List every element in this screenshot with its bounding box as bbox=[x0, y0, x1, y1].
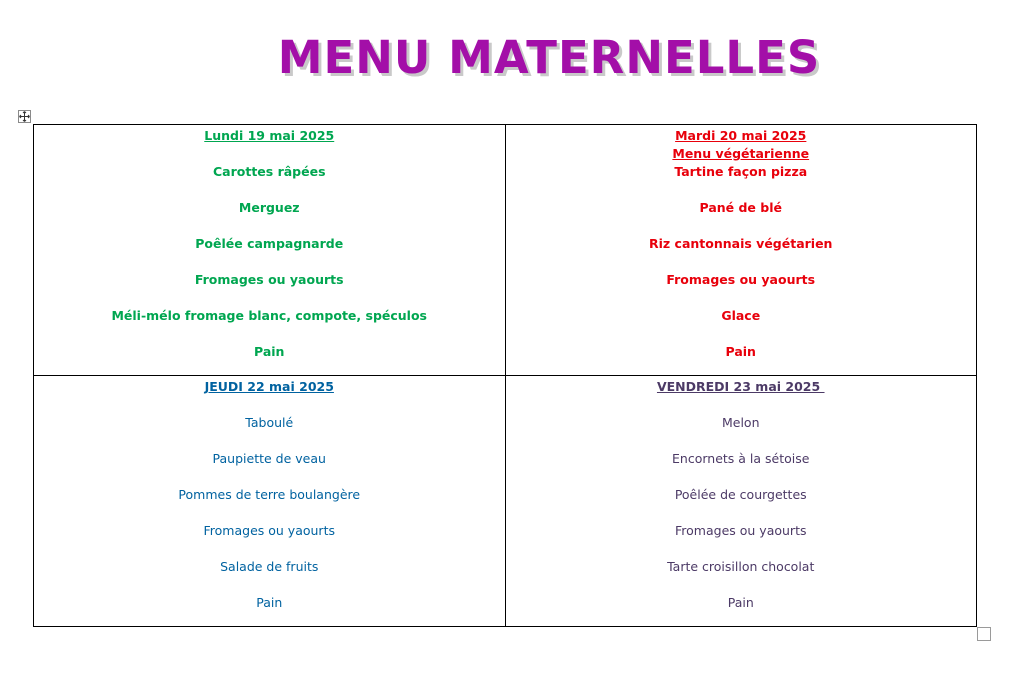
menu-item: Tarte croisillon chocolat bbox=[667, 559, 815, 574]
menu-item: Tartine façon pizza bbox=[674, 164, 808, 179]
menu-item: Poêlée de courgettes bbox=[674, 487, 807, 502]
day-heading: Lundi 19 mai 2025 bbox=[204, 128, 335, 143]
menu-item: Encornets à la sétoise bbox=[672, 451, 810, 466]
menu-item: Merguez bbox=[238, 200, 300, 215]
menu-item: Méli-mélo fromage blanc, compote, spéculos bbox=[111, 308, 427, 323]
menu-item: Pain bbox=[254, 344, 285, 359]
menu-item: Pain bbox=[727, 595, 754, 610]
day-heading: JEUDI 22 mai 2025 bbox=[204, 379, 334, 394]
table-resize-handle[interactable] bbox=[977, 627, 991, 641]
menu-item: Fromages ou yaourts bbox=[675, 523, 807, 538]
menu-item: Salade de fruits bbox=[220, 559, 319, 574]
move-arrows-icon bbox=[19, 111, 30, 122]
table-row bbox=[34, 376, 977, 627]
menu-item: Pommes de terre boulangère bbox=[178, 487, 361, 502]
menu-item: Melon bbox=[721, 415, 760, 430]
menu-table bbox=[33, 124, 977, 627]
menu-item: Glace bbox=[721, 308, 761, 323]
menu-item: Carottes râpées bbox=[212, 164, 326, 179]
menu-item: Pain bbox=[725, 344, 756, 359]
menu-cell-monday bbox=[34, 125, 506, 376]
day-heading: Mardi 20 mai 2025 bbox=[675, 128, 807, 143]
menu-cell-thursday bbox=[34, 376, 506, 627]
day-heading: VENDREDI 23 mai 2025 bbox=[656, 379, 825, 394]
menu-item: Fromages ou yaourts bbox=[203, 523, 335, 538]
menu-item: Riz cantonnais végétarien bbox=[649, 236, 833, 251]
menu-item: Poêlée campagnarde bbox=[195, 236, 344, 251]
menu-item: Fromages ou yaourts bbox=[666, 272, 816, 287]
day-subheading: Menu végétarienne bbox=[672, 146, 810, 161]
page-title: MENU MATERNELLES bbox=[277, 31, 821, 84]
menu-cell-tuesday bbox=[505, 125, 977, 376]
menu-item: Pain bbox=[256, 595, 283, 610]
table-row bbox=[34, 125, 977, 376]
table-move-handle[interactable] bbox=[18, 110, 31, 123]
menu-item: Fromages ou yaourts bbox=[194, 272, 344, 287]
menu-item: Paupiette de veau bbox=[212, 451, 326, 466]
menu-item: Pané de blé bbox=[699, 200, 782, 215]
menu-cell-friday bbox=[505, 376, 977, 627]
menu-item: Taboulé bbox=[245, 415, 294, 430]
